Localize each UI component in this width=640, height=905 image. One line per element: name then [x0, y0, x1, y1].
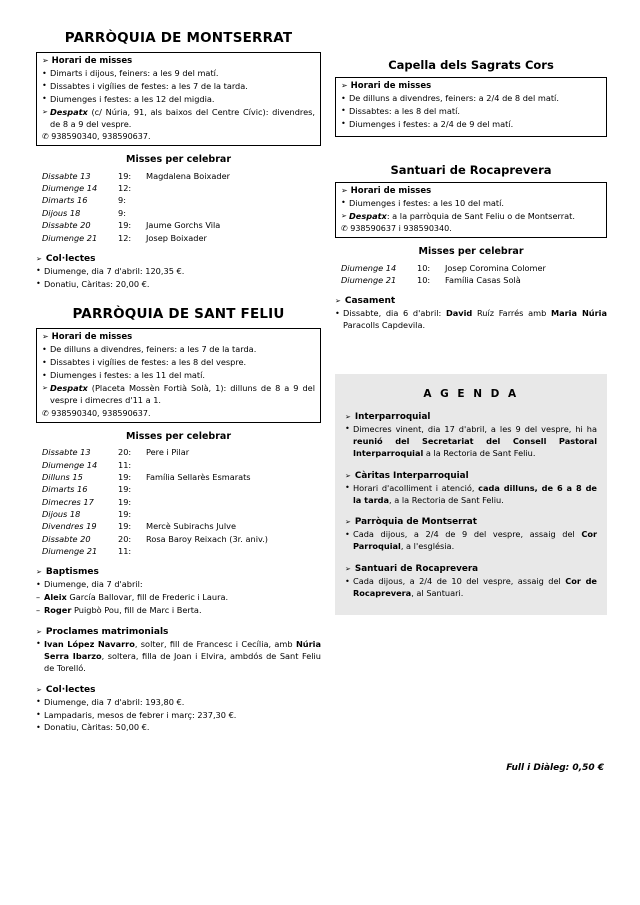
- table-row: [36, 471, 321, 483]
- left-column: [36, 30, 321, 735]
- montserrat-schedule-list: [42, 68, 315, 130]
- agenda-bold: reunió del Secretariat del Consell Pastoral Interparroquial: [353, 435, 597, 458]
- agenda-bold: Cor Parroquial: [353, 529, 597, 552]
- list-item: • De dilluns a divendres, feiners: a les 7 de la tarda.: [42, 344, 315, 356]
- cell-detail: [144, 207, 321, 219]
- agenda-post: , al Santuari.: [411, 588, 464, 599]
- montserrat-schedule-box: [36, 52, 321, 146]
- cell-hour: 11:: [118, 546, 132, 557]
- rocaprevera-schedule-heading: [341, 186, 601, 196]
- santfeliu-schedule-heading: [42, 332, 315, 342]
- baptisme-rest: Puigbò Pou, fill de Marc i Berta.: [71, 605, 202, 616]
- cell-day: Diumenge 21: [341, 275, 397, 286]
- casament-list: [335, 308, 607, 332]
- cell-hour: 10:: [417, 262, 431, 273]
- cell-hour: 19:: [118, 521, 132, 532]
- page-title-rocaprevera: Santuari de Rocaprevera: [390, 162, 552, 177]
- cell-day: Dissabte 13: [42, 447, 91, 458]
- santfeliu-collectes-head: ➢ Col·lectes: [36, 685, 321, 695]
- list-item-despatx: ➢ Despatx (Placeta Mossèn Fortià Solà, 1): dilluns de 8 a 9 del vespre i dimecres d'11 a 1.: [42, 383, 315, 407]
- santfeliu-schedule-list: [42, 344, 315, 406]
- montserrat-misses-title: Misses per celebrar: [125, 154, 231, 166]
- list-item: [345, 576, 597, 600]
- agenda-group-list: [345, 483, 597, 507]
- table-row: [36, 495, 321, 507]
- cell-hour: 19:: [118, 509, 132, 519]
- cell-hour: 19:: [118, 220, 132, 231]
- cell-detail: Josep Boixader: [146, 232, 207, 243]
- cell-day: Dijous 18: [42, 509, 81, 519]
- montserrat-schedule-heading: [42, 56, 315, 66]
- rocaprevera-schedule-heading-text: Horari de misses: [350, 185, 432, 196]
- cell-detail: Jaume Gorchs Vila: [146, 220, 221, 231]
- table-row: [335, 274, 607, 286]
- santfeliu-schedule-box: [36, 328, 321, 422]
- rocaprevera-casament: [335, 296, 607, 332]
- montserrat-collectes-list: [36, 266, 321, 291]
- table-row: [36, 231, 321, 243]
- cell-detail: Magdalena Boixader: [146, 170, 230, 181]
- telephone-icon: ✆: [341, 224, 348, 234]
- cell-hour: 20:: [118, 533, 132, 544]
- list-item: • Dissabtes i vigílies de festes: a les 8 del vespre.: [42, 357, 315, 369]
- cell-hour: 12:: [118, 183, 132, 194]
- rocaprevera-misses-table: [335, 261, 607, 286]
- cell-hour: 19:: [118, 484, 132, 495]
- baptismes-head: ➢ Baptismes: [36, 567, 321, 577]
- table-row: [335, 261, 607, 273]
- agenda-pre: Dimecres vinent, dia 17 d'abril, a les 9 del vespre, hi ha: [353, 423, 597, 434]
- agenda-group-montserrat: [345, 517, 597, 553]
- page-title-montserrat: PARRÒQUIA DE MONTSERRAT: [64, 30, 293, 46]
- right-column: [335, 30, 607, 615]
- cell-detail: [144, 182, 321, 194]
- cell-day: Divendres 19: [42, 521, 97, 532]
- montserrat-phone-line: [42, 132, 315, 141]
- agenda-post: , a l'església.: [400, 541, 455, 552]
- baptisme-rest: García Ballovar, fill de Frederic i Laura.: [66, 592, 229, 603]
- rocaprevera-phone-line: [341, 224, 601, 233]
- cell-day: Diumenge 14: [341, 262, 397, 273]
- cell-detail: [144, 545, 321, 557]
- list-item: [345, 483, 597, 507]
- table-row: [36, 207, 321, 219]
- cell-day: Dimecres 17: [42, 496, 94, 507]
- santfeliu-proclames: [36, 627, 321, 675]
- rocaprevera-schedule-box: [335, 182, 607, 239]
- santfeliu-collectes-list: [36, 697, 321, 735]
- cell-day: Diumenge 14: [42, 459, 98, 470]
- table-row: [36, 533, 321, 545]
- santfeliu-phone: 938590340, 938590637.: [51, 408, 151, 418]
- list-item: • Dimarts i dijous, feiners: a les 9 del matí.: [42, 68, 315, 80]
- agenda-group-head: ➢ Santuari de Rocaprevera: [345, 564, 597, 574]
- list-item: [345, 529, 597, 553]
- proclames-list: [36, 639, 321, 675]
- casament-mid: Ruíz Farrés amb: [472, 308, 551, 319]
- list-item: • Donatiu, Càritas: 50,00 €.: [36, 722, 321, 734]
- montserrat-schedule-heading-text: Horari de misses: [51, 56, 133, 66]
- cell-day: Dilluns 15: [42, 471, 83, 482]
- proclama-groom: Ivan López Navarro: [44, 638, 135, 649]
- cell-day: Diumenge 21: [42, 232, 98, 243]
- list-item-despatx: ➢ Despatx (c/ Núria, 91, als baixos del Centre Cívic): divendres, de 8 a 9 del vespre.: [42, 107, 315, 131]
- cell-detail: [144, 495, 321, 507]
- table-row: [36, 182, 321, 194]
- agenda-panel: [335, 374, 607, 615]
- list-item: [36, 605, 321, 617]
- agenda-pre: Cada dijous, a 2/4 de 10 del vespre, assaig del: [353, 576, 566, 587]
- cell-detail: [144, 194, 321, 206]
- agenda-group-list: [345, 529, 597, 553]
- table-row: [36, 508, 321, 520]
- cell-hour: 10:: [417, 275, 431, 286]
- sagratscors-schedule-heading-text: Horari de misses: [350, 81, 432, 91]
- table-row: [36, 219, 321, 231]
- list-item: • Diumenges i festes: a 2/4 de 9 del matí.: [341, 119, 601, 131]
- casament-groom: David: [445, 308, 473, 319]
- list-item: [36, 592, 321, 604]
- casament-bride: Maria Núria: [550, 308, 607, 319]
- table-row: [36, 458, 321, 470]
- agenda-post: a la Rectoria de Sant Feliu.: [423, 447, 536, 458]
- cell-day: Dijous 18: [42, 207, 81, 218]
- list-item: • Diumenges i festes: a les 12 del migdia.: [42, 94, 315, 106]
- table-row: [36, 194, 321, 206]
- list-item: • Donatiu, Càritas: 20,00 €.: [36, 279, 321, 291]
- sagratscors-schedule-box: [335, 77, 607, 137]
- sagratscors-schedule-list: [341, 93, 601, 131]
- cell-day: Dimarts 16: [42, 484, 88, 495]
- table-row: [36, 545, 321, 557]
- list-item: [335, 308, 607, 332]
- casament-pre: Dissabte, dia 6 d'abril:: [343, 308, 446, 319]
- cell-detail: Família Casas Solà: [445, 275, 521, 286]
- list-item: • Diumenge, dia 7 d'abril:: [36, 579, 321, 591]
- rocaprevera-misses-title: Misses per celebrar: [418, 246, 524, 258]
- santfeliu-collectes: [36, 685, 321, 735]
- cell-detail: Rosa Baroy Reixach (3r. aniv.): [146, 533, 268, 544]
- list-item: • Dissabtes i vigílies de festes: a les 7 de la tarda.: [42, 81, 315, 93]
- arrow-icon: ➢: [341, 81, 348, 90]
- cell-detail: Mercè Subirachs Julve: [146, 521, 236, 532]
- agenda-post: , a la Rectoria de Sant Feliu.: [389, 494, 504, 505]
- santfeliu-schedule-heading-text: Horari de misses: [51, 332, 133, 343]
- rocaprevera-phone: 938590637 i 938590340.: [350, 224, 452, 234]
- list-item: • Dissabtes: a les 8 del matí.: [341, 106, 601, 118]
- agenda-group-list: [345, 576, 597, 600]
- agenda-group-interparroquial: [345, 412, 597, 460]
- table-row: [36, 483, 321, 495]
- cell-day: Dissabte 20: [42, 220, 91, 231]
- proclama-end: , soltera, filla de Joan i Elvira, ambdós de Sant Feliu de Torelló.: [44, 650, 321, 673]
- cell-hour: 19:: [118, 170, 132, 181]
- santfeliu-phone-line: [42, 409, 315, 418]
- footer-note: Full i Diàleg: 0,50 €: [506, 763, 604, 773]
- baptismes-list: [36, 579, 321, 617]
- cell-hour: 12:: [118, 232, 132, 243]
- list-item: • Lampadaris, mesos de febrer i març: 237,30 €.: [36, 710, 321, 722]
- table-row: [36, 169, 321, 181]
- agenda-title: A G E N D A: [423, 387, 519, 400]
- proclama-mid: , solter, fill de Francesc i Cecília, amb: [134, 638, 296, 649]
- agenda-group-head: ➢ Interparroquial: [345, 412, 597, 422]
- list-item: • De dilluns a divendres, feiners: a 2/4 de 8 del matí.: [341, 93, 601, 105]
- page-title-santfeliu: PARRÒQUIA DE SANT FELIU: [72, 306, 285, 323]
- montserrat-collectes: [36, 254, 321, 291]
- list-item: • Diumenge, dia 7 d'abril: 120,35 €.: [36, 266, 321, 278]
- list-item: [345, 424, 597, 460]
- montserrat-phone: 938590340, 938590637.: [51, 132, 151, 142]
- cell-day: Dissabte 20: [42, 533, 91, 544]
- sagratscors-schedule-heading: [341, 81, 601, 91]
- list-item: • Diumenges i festes: a les 10 del matí.: [341, 198, 601, 210]
- agenda-pre: Cada dijous, a 2/4 de 9 del vespre, assaig del: [353, 529, 582, 540]
- arrow-icon: ➢: [341, 185, 348, 195]
- proclames-head: ➢ Proclames matrimonials: [36, 627, 321, 637]
- agenda-group-caritas: [345, 471, 597, 507]
- cell-day: Diumenge 14: [42, 183, 98, 194]
- cell-day: Diumenge 21: [42, 546, 98, 557]
- cell-hour: 19:: [118, 496, 132, 507]
- cell-detail: [144, 483, 321, 495]
- casament-head: ➢ Casament: [335, 296, 607, 306]
- list-item-despatx: ➢ Despatx: a la parròquia de Sant Feliu o de Montserrat.: [341, 211, 601, 223]
- arrow-icon: ➢: [42, 56, 49, 65]
- montserrat-misses-table: [36, 169, 321, 243]
- agenda-group-list: [345, 424, 597, 460]
- arrow-icon: ➢: [42, 332, 49, 342]
- telephone-icon: ✆: [42, 408, 49, 418]
- agenda-group-head: ➢ Parròquia de Montserrat: [345, 517, 597, 527]
- page-title-sagratscors: Capella dels Sagrats Cors: [388, 58, 554, 72]
- table-row: [36, 446, 321, 458]
- cell-detail: Pere i Pilar: [146, 447, 190, 458]
- santfeliu-baptismes: [36, 567, 321, 617]
- cell-hour: 20:: [118, 447, 132, 458]
- cell-hour: 11:: [118, 459, 132, 470]
- agenda-pre: Horari d'acolliment i atenció,: [353, 482, 479, 493]
- cell-day: Dimarts 16: [42, 195, 88, 206]
- cell-detail: Josep Coromina Colomer: [445, 262, 546, 273]
- agenda-group-head: ➢ Càritas Interparroquial: [345, 471, 597, 481]
- baptisme-name: Roger: [44, 605, 72, 616]
- list-item: • Diumenges i festes: a les 11 del matí.: [42, 370, 315, 382]
- baptisme-name: Aleix: [44, 592, 67, 603]
- list-item: • Diumenge, dia 7 d'abril: 193,80 €.: [36, 697, 321, 709]
- montserrat-collectes-head: ➢ Col·lectes: [36, 254, 321, 264]
- cell-detail: [144, 458, 321, 470]
- telephone-icon: ✆: [42, 132, 49, 142]
- casament-end: Paracolls Capdevila.: [343, 320, 426, 331]
- agenda-bold: cada dilluns, de 6 a 8 de la tarda: [353, 482, 597, 505]
- santfeliu-misses-table: [36, 446, 321, 557]
- santfeliu-misses-title: Misses per celebrar: [125, 430, 231, 442]
- proclama-bride: Núria Serra Ibarzo: [44, 638, 321, 661]
- agenda-bold: Cor de Rocaprevera: [353, 576, 597, 599]
- rocaprevera-schedule-list: [341, 198, 601, 223]
- cell-hour: 9:: [118, 195, 126, 206]
- agenda-group-rocaprevera: [345, 564, 597, 600]
- cell-hour: 19:: [118, 471, 132, 482]
- cell-detail: Família Sellarès Esmarats: [146, 471, 251, 482]
- cell-hour: 9:: [118, 207, 126, 218]
- table-row: [36, 520, 321, 532]
- list-item: [36, 639, 321, 675]
- cell-detail: [144, 508, 321, 520]
- cell-day: Dissabte 13: [42, 170, 91, 181]
